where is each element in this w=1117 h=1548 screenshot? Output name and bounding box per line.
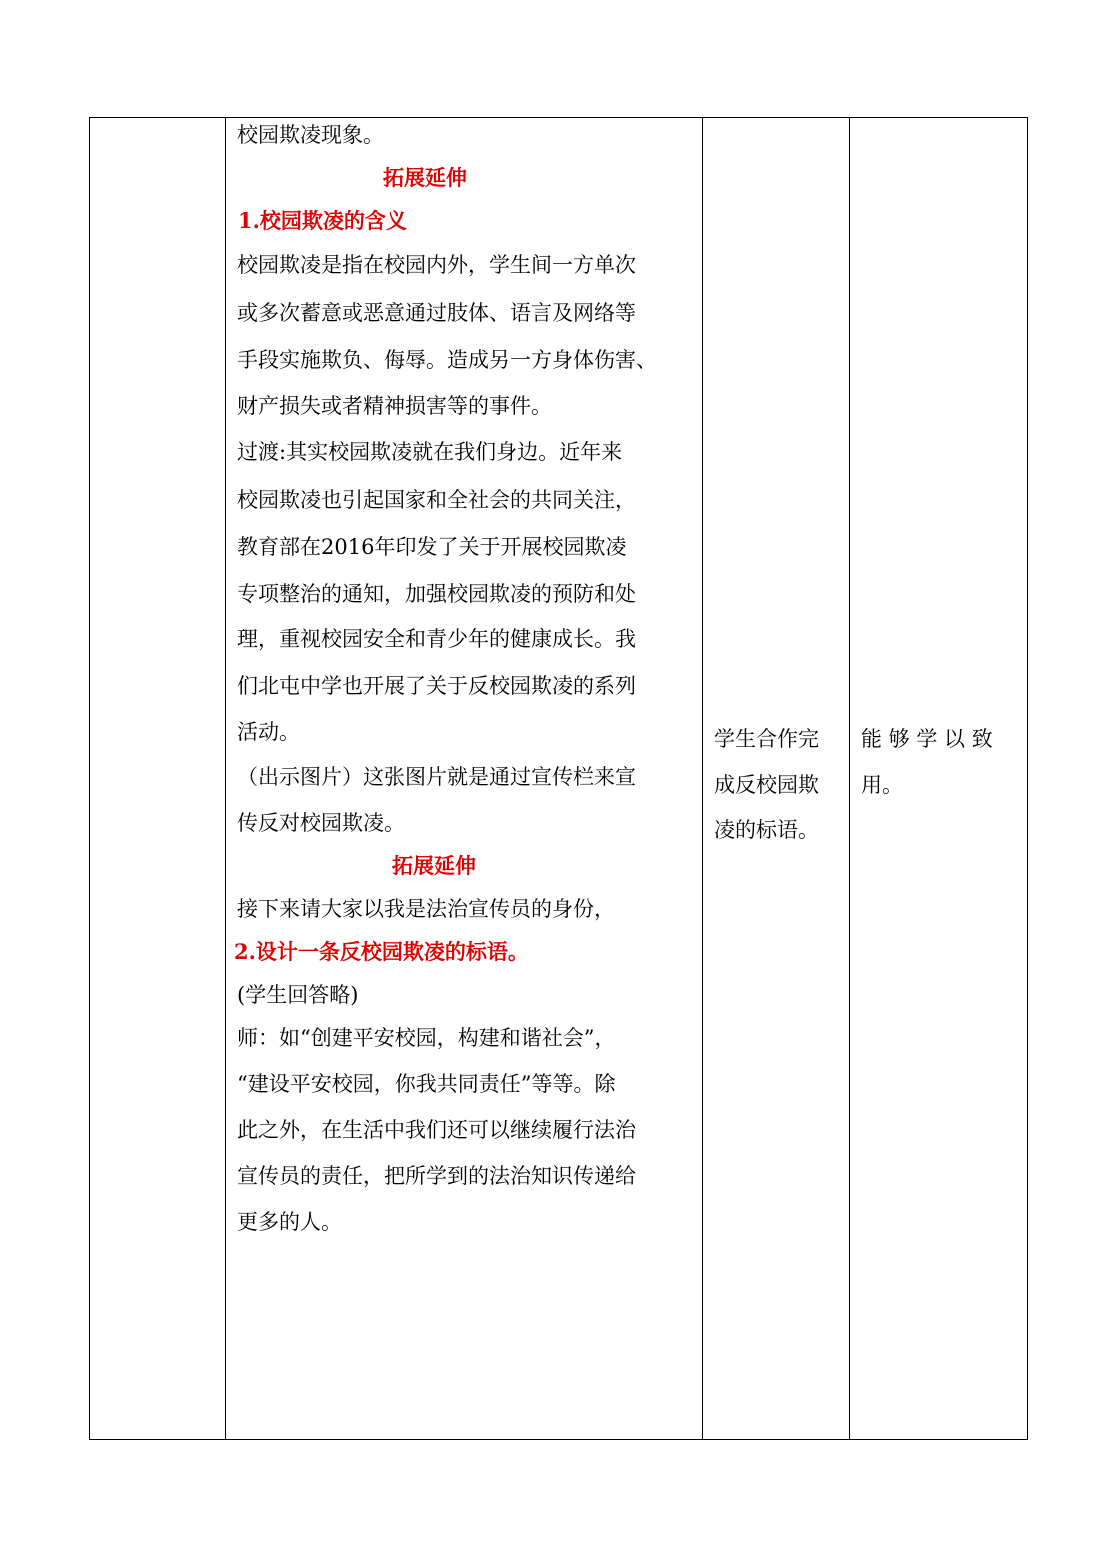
student-activity-line: 学生合作完 [714,727,819,751]
content-line: 传反对校园欺凌。 [237,811,405,835]
design-intent-line: 用。 [861,773,903,797]
content-line: 更多的人。 [237,1210,342,1234]
content-line: 校园欺凌也引起国家和全社会的共同关注， [237,488,636,512]
content-line: 或多次蓄意或恶意通过肢体、语言及网络等 [237,301,636,325]
lesson-plan-table [89,117,1028,1440]
content-line: 财产损失或者精神损害等的事件。 [237,394,552,418]
section-heading: 2.设计一条反校园欺凌的标语。 [234,939,529,964]
content-line: 专项整治的通知，加强校园欺凌的预防和处 [237,582,636,606]
content-line: 此之外，在生活中我们还可以继续履行法治 [237,1118,636,1142]
section-heading: 拓展延伸 [383,165,467,190]
content-line: 过渡:其实校园欺凌就在我们身边。近年来 [237,440,623,464]
content-line: 手段实施欺负、侮辱。造成另一方身体伤害、 [237,348,657,372]
design-intent-line: 能 够 学 以 致 [861,727,993,751]
table-cell-col1 [90,118,225,1439]
content-line: “建设平安校园，你我共同责任”等等。除 [237,1072,616,1096]
table-cell-teaching-content [226,118,702,1439]
content-line: 校园欺凌现象。 [237,123,384,147]
student-activity-line: 成反校园欺 [714,773,819,797]
content-line: （出示图片）这张图片就是通过宣传栏来宣 [237,765,636,789]
content-line: 师：如“创建平安校园，构建和谐社会”， [237,1026,616,1050]
section-heading: 拓展延伸 [392,853,476,878]
content-line: 理，重视校园安全和青少年的健康成长。我 [237,627,636,651]
section-heading: 1.校园欺凌的含义 [238,208,407,233]
content-line: 们北屯中学也开展了关于反校园欺凌的系列 [237,674,636,698]
content-line: 教育部在2016年印发了关于开展校园欺凌 [237,535,627,559]
content-line: 宣传员的责任，把所学到的法治知识传递给 [237,1164,636,1188]
table-cell-student-activity [703,118,849,1439]
table-cell-design-intent [850,118,1028,1439]
student-activity-line: 凌的标语。 [714,818,819,842]
content-line: (学生回答略) [237,983,359,1007]
content-line: 接下来请大家以我是法治宣传员的身份， [237,897,615,921]
content-line: 校园欺凌是指在校园内外，学生间一方单次 [237,253,636,277]
content-line: 活动。 [237,720,300,744]
